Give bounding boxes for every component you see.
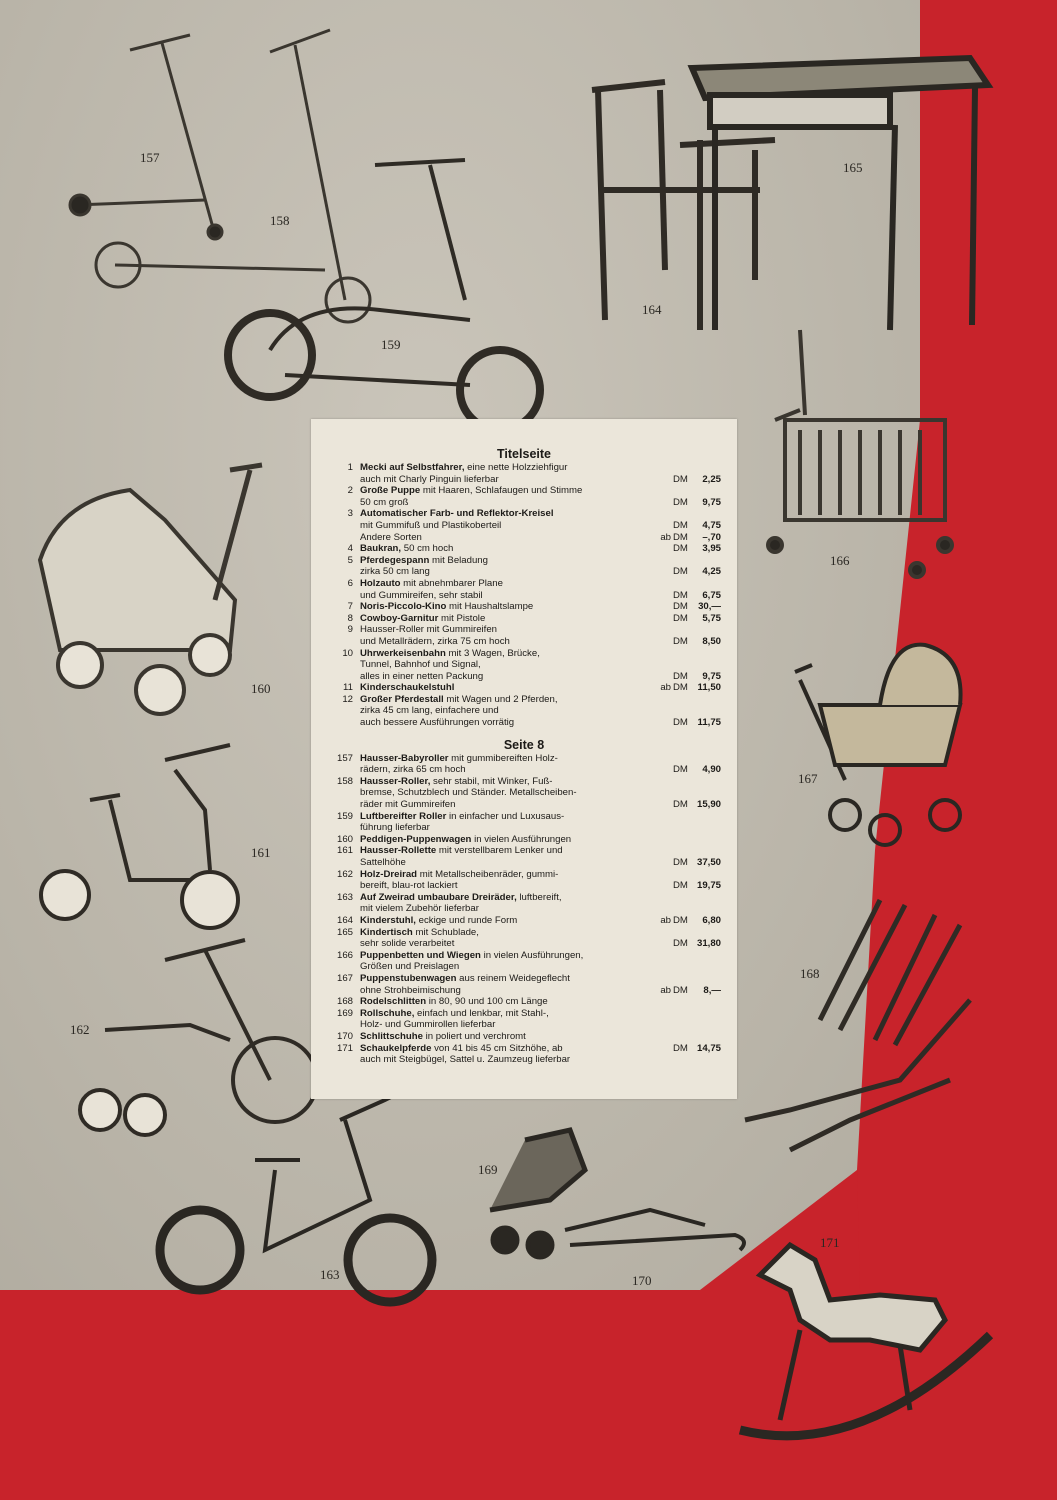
item-description: Schaukelpferde von 41 bis 45 cm Sitzhöhe, ab	[360, 1042, 563, 1054]
price-list-row	[311, 705, 737, 717]
item-number: 5	[347, 554, 353, 566]
item-number: 3	[347, 508, 353, 520]
item-number: 158	[336, 775, 353, 787]
item-description: Peddigen-Puppenwagen in vielen Ausführungen	[360, 833, 572, 845]
price-list-row	[311, 508, 737, 520]
item-description: Kinderschaukelstuhl	[360, 682, 455, 694]
air-scooter-illustration	[228, 160, 540, 430]
item-description: auch mit Charly Pinguin lieferbar	[360, 473, 499, 485]
item-number: 4	[347, 543, 353, 555]
price-list-row	[311, 624, 737, 636]
item-description: Schlittschuhe in poliert und verchromt	[360, 1030, 526, 1042]
scooter-illustration	[96, 30, 370, 322]
item-number: 169	[336, 1007, 353, 1019]
item-number: 7	[347, 601, 353, 613]
pram-illustration	[795, 645, 961, 845]
item-description: mit Gummifuß und Plastikoberteil	[360, 519, 502, 531]
item-description: Großer Pferdestall mit Wagen und 2 Pferden,	[360, 693, 558, 705]
item-description: alles in einer netten Packung	[360, 670, 484, 682]
item-number: 164	[336, 914, 353, 926]
item-description: Pferdegespann mit Beladung	[360, 554, 488, 566]
price-list-row	[311, 950, 737, 962]
item-description: sehr solide verarbeitet	[360, 938, 455, 950]
item-description: Große Puppe mit Haaren, Schlafaugen und Stimme	[360, 485, 583, 497]
item-description: Hausser-Roller mit Gummireifen	[360, 624, 498, 636]
price-list-row: 11 Kinderschaukelstuhl ab DM 11,50	[311, 682, 737, 694]
price-list-row	[311, 753, 737, 765]
price-list-row	[311, 648, 737, 660]
item-description: Kinderstuhl, eckige und runde Form	[360, 914, 518, 926]
item-description: Holz-Dreirad mit Metallscheibenräder, gummi-	[360, 868, 559, 880]
price-list-row	[311, 578, 737, 590]
price-list-row: räder mit Gummireifen DM 15,90	[360, 799, 721, 811]
item-description: Holz- und Gummirollen lieferbar	[360, 1019, 496, 1031]
price-list-row: alles in einer netten Packung DM 9,75	[360, 670, 721, 682]
price-list-row: auch bessere Ausführungen vorrätig DM 11,75	[360, 717, 721, 729]
item-description: zirka 45 cm lang, einfachere und	[360, 705, 499, 717]
price-list-row	[311, 927, 737, 939]
baby-scooter-illustration	[70, 35, 222, 239]
price-list-row: 171 Schaukelpferde von 41 bis 45 cm Sitzhöhe, ab DM 14,75	[311, 1043, 737, 1055]
item-description: Mecki auf Selbstfahrer, eine nette Holzziehfigur	[360, 462, 568, 473]
roller-skate-illustration	[490, 1130, 585, 1257]
item-number: 171	[336, 1042, 353, 1054]
item-description: zirka 50 cm lang	[360, 566, 430, 578]
item-number: 157	[336, 752, 353, 764]
price-list-row: 164 Kinderstuhl, eckige und runde Form ab DM 6,80	[311, 915, 737, 927]
item-description: Automatischer Farb- und Reflektor-Kreisel	[360, 508, 554, 520]
item-description: räder mit Gummireifen	[360, 799, 456, 811]
table-illustration	[692, 58, 988, 330]
item-description: Noris-Piccolo-Kino mit Haushaltslampe	[360, 601, 534, 613]
item-number: 168	[336, 996, 353, 1008]
price-list-row: zirka 50 cm lang DM 4,25	[360, 566, 721, 578]
price-list-row	[311, 659, 737, 671]
bicycle-illustration	[160, 1095, 432, 1302]
item-number: 163	[336, 891, 353, 903]
price-list-row	[311, 462, 737, 474]
item-description: Puppenbetten und Wiegen in vielen Ausführungen,	[360, 949, 584, 961]
item-description: Baukran, 50 cm hoch	[360, 543, 454, 555]
item-number: 167	[336, 972, 353, 984]
label-160: 160	[251, 681, 271, 696]
price-list-row	[311, 822, 737, 834]
item-description: Holzauto mit abnehmbarer Plane	[360, 577, 503, 589]
label-163: 163	[320, 1267, 340, 1282]
price-list-row	[311, 869, 737, 881]
section-title: Seite 8	[503, 737, 545, 752]
item-number: 8	[347, 612, 353, 624]
label-158: 158	[270, 213, 290, 228]
price-list-row: Andere Sorten ab DM –,70	[360, 531, 721, 543]
item-description: Rodelschlitten in 80, 90 und 100 cm Länge	[360, 996, 548, 1008]
item-description: ohne Strohbeimischung	[360, 984, 461, 996]
item-description: Hausser-Rollette mit verstellbarem Lenker und	[360, 845, 563, 857]
price-list-row	[311, 1031, 737, 1043]
item-description: Größen und Preislagen	[360, 961, 460, 973]
price-list-row: auch mit Charly Pinguin lieferbar DM 2,25	[360, 473, 721, 485]
item-description: auch bessere Ausführungen vorrätig	[360, 717, 515, 729]
label-171: 171	[820, 1235, 840, 1250]
item-number: 12	[342, 693, 353, 705]
price-list-row	[311, 485, 737, 497]
item-number: 170	[336, 1030, 353, 1042]
item-number: 165	[336, 926, 353, 938]
price-list-row: ohne Strohbeimischung ab DM 8,—	[360, 984, 721, 996]
item-description: Sattelhöhe	[360, 857, 406, 868]
item-number: 10	[342, 647, 353, 659]
item-description: und Gummireifen, sehr stabil	[360, 589, 483, 601]
item-description: Rollschuhe, einfach und lenkbar, mit Stahl-,	[360, 1007, 549, 1019]
doll-bed-illustration	[768, 330, 952, 577]
label-161: 161	[251, 845, 271, 860]
item-number: 161	[336, 845, 353, 857]
tricycle-illustration	[80, 940, 317, 1135]
item-number: 160	[336, 833, 353, 845]
item-description: bereift, blau-rot lackiert	[360, 880, 458, 892]
price-list-row	[311, 555, 737, 567]
price-list-row	[311, 776, 737, 788]
price-list-row: 4 Baukran, 50 cm hoch DM 3,95	[311, 543, 737, 555]
label-167: 167	[798, 771, 818, 786]
wicker-pram-illustration	[40, 465, 262, 714]
label-159: 159	[381, 337, 401, 352]
label-165: 165	[843, 160, 863, 175]
rocking-horse-illustration	[740, 1245, 990, 1436]
price-list-row	[311, 1019, 737, 1031]
item-description: Cowboy-Garnitur mit Pistole	[360, 612, 486, 624]
price-list-row: 50 cm groß DM 9,75	[360, 496, 721, 508]
label-170: 170	[632, 1273, 652, 1288]
price-list-row	[311, 961, 737, 973]
price-list-row: Sattelhöhe DM 37,50	[360, 857, 721, 868]
label-166: 166	[830, 553, 850, 568]
price-list-row	[311, 811, 737, 823]
price-list-row	[311, 903, 737, 915]
section-title: Titelseite	[497, 447, 551, 461]
item-description: bremse, Schutzblech und Ständer. Metallscheiben-	[360, 787, 577, 799]
item-description: Auf Zweirad umbaubare Dreiräder, luftbereift,	[360, 891, 562, 903]
label-164: 164	[642, 302, 662, 317]
price-list-row	[311, 787, 737, 799]
item-description: mit vielem Zubehör lieferbar	[360, 903, 479, 915]
price-list-panel	[311, 419, 737, 1099]
price-list-row	[311, 694, 737, 706]
item-description: 50 cm groß	[360, 496, 409, 508]
item-description: rädern, zirka 65 cm hoch	[360, 764, 466, 776]
ice-skate-illustration	[565, 1210, 744, 1250]
item-description: führung lieferbar	[360, 822, 430, 834]
price-list-row	[311, 1054, 737, 1066]
label-169: 169	[478, 1162, 498, 1177]
price-list-row: bereift, blau-rot lackiert DM 19,75	[360, 880, 721, 892]
price-list-row	[311, 834, 737, 846]
sled-illustration	[745, 900, 970, 1150]
item-description: Hausser-Babyroller mit gummibereiften Holz-	[360, 752, 558, 764]
item-description: Hausser-Roller, sehr stabil, mit Winker, Fuß-	[360, 775, 553, 787]
item-number: 2	[347, 485, 353, 497]
item-description: auch mit Steigbügel, Sattel u. Zaumzeug lieferbar	[360, 1054, 571, 1066]
price-list-row: rädern, zirka 65 cm hoch DM 4,90	[360, 764, 721, 776]
price-list-row	[311, 973, 737, 985]
price-list-row: 8 Cowboy-Garnitur mit Pistole DM 5,75	[311, 613, 737, 625]
item-description: Tunnel, Bahnhof und Signal,	[360, 659, 481, 671]
price-list-row: und Metallrädern, zirka 75 cm hoch DM 8,50	[360, 635, 721, 647]
item-description: Luftbereifter Roller in einfacher und Luxusaus-	[360, 810, 565, 822]
item-number: 159	[336, 810, 353, 822]
item-number: 1	[347, 462, 353, 473]
item-description: Kindertisch mit Schublade,	[360, 926, 479, 938]
item-number: 166	[336, 949, 353, 961]
price-list-row: 7 Noris-Piccolo-Kino mit Haushaltslampe DM 30,—	[311, 601, 737, 613]
price-list-row	[311, 845, 737, 857]
label-168: 168	[800, 966, 820, 981]
item-description: Uhrwerkeisenbahn mit 3 Wagen, Brücke,	[360, 647, 540, 659]
price-list-row	[311, 996, 737, 1008]
price-list-row	[311, 892, 737, 904]
price-list	[311, 447, 737, 1066]
item-number: 162	[336, 868, 353, 880]
rollette-illustration	[41, 745, 238, 928]
item-number: 6	[347, 577, 353, 589]
item-number: 9	[347, 624, 353, 636]
item-description: Andere Sorten	[360, 531, 422, 543]
price-list-row: und Gummireifen, sehr stabil DM 6,75	[360, 589, 721, 601]
item-number: 11	[343, 682, 353, 694]
item-description: Puppenstubenwagen aus reinem Weidegeflecht	[360, 972, 570, 984]
price-list-row: sehr solide verarbeitet DM 31,80	[360, 938, 721, 950]
item-description: und Metallrädern, zirka 75 cm hoch	[360, 635, 510, 647]
price-list-row: mit Gummifuß und Plastikoberteil DM 4,75	[360, 519, 721, 531]
label-162: 162	[70, 1022, 90, 1037]
price-list-row	[311, 1008, 737, 1020]
label-157: 157	[140, 150, 160, 165]
